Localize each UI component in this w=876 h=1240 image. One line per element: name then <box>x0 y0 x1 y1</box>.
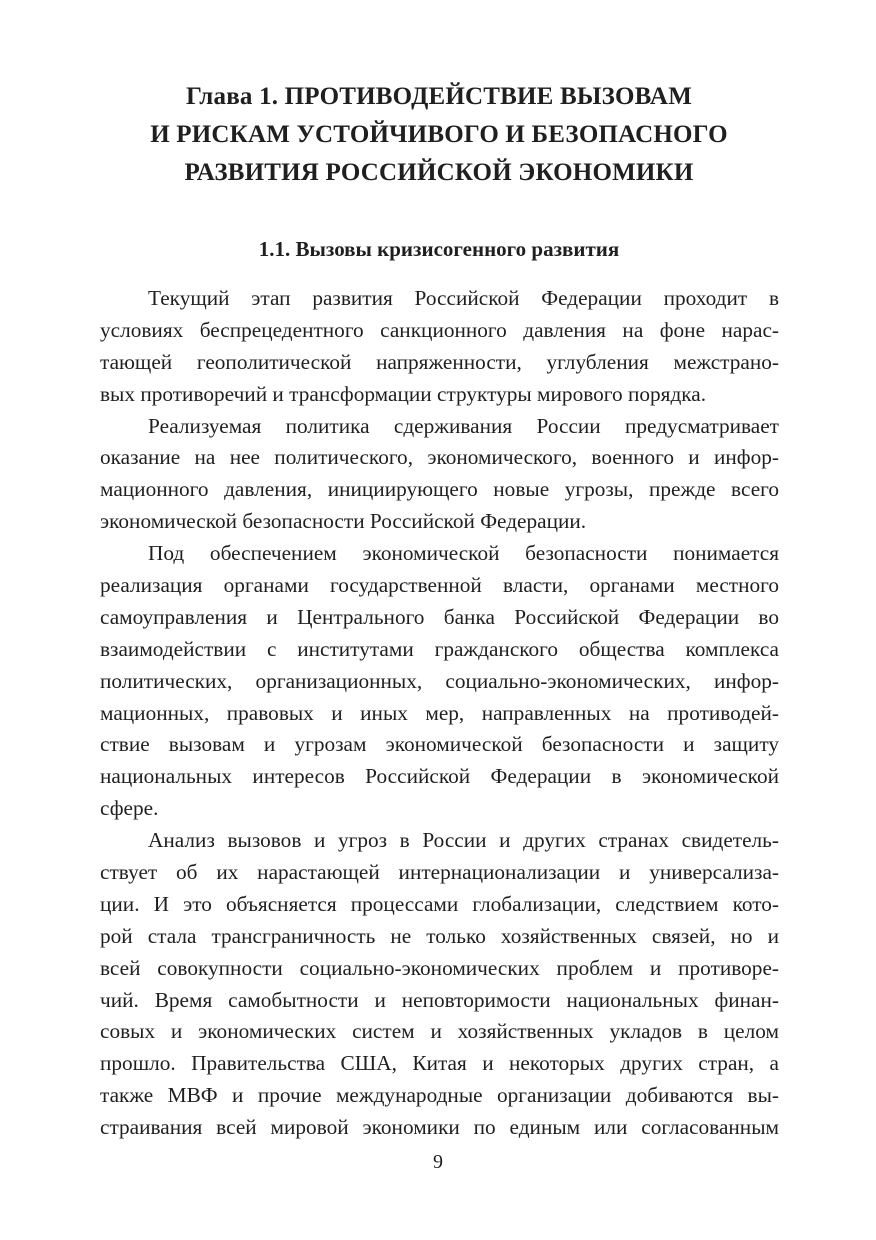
text-line: условиях беспрецедентного санкционного давления на фоне нарас- <box>100 317 779 342</box>
text-line: всей совокупности социально-экономических проблем и противоре- <box>100 955 779 980</box>
text-line: взаимодействии с институтами гражданского общества комплекса <box>100 636 779 661</box>
text-line: национальных интересов Российской Федерации в экономической <box>100 764 779 789</box>
text-line: вых противоречий и трансформации структуры мирового порядка. <box>100 381 707 406</box>
text-line: Под обеспечением экономической безопасности понимается <box>148 541 779 566</box>
text-line: мационного давления, инициирующего новые угрозы, прежде всего <box>100 477 779 502</box>
chapter-title-line: Глава 1. ПРОТИВОДЕЙСТВИЕ ВЫЗОВАМ <box>186 83 692 110</box>
text-line: политических, организационных, социально-экономических, инфор- <box>100 668 779 693</box>
text-line: сфере. <box>100 796 159 821</box>
page-number: 9 <box>433 1151 443 1173</box>
text-line: Реализуемая политика сдерживания России предусматривает <box>148 413 779 438</box>
text-line: ствует об их нарастающей интернационализации и универсализа- <box>100 860 779 885</box>
text-line: также МВФ и прочие международные организации добиваются вы- <box>100 1083 779 1108</box>
text-line: чий. Время самобытности и неповторимости национальных финан- <box>100 987 779 1012</box>
text-line: мационных, правовых и иных мер, направленных на противодей- <box>100 700 779 725</box>
text-line: Текущий этап развития Российской Федерации проходит в <box>148 286 779 310</box>
text-line: рой стала трансграничность не только хозяйственных связей, но и <box>100 923 779 948</box>
text-line: экономической безопасности Российской Федерации. <box>100 509 587 534</box>
text-line: страивания всей мировой экономики по единым или согласованным <box>100 1115 779 1140</box>
text-line: самоуправления и Центрального банка Российской Федерации во <box>100 604 779 629</box>
text-line: ствие вызовам и угрозам экономической безопасности и защиту <box>100 732 779 757</box>
text-line: прошло. Правительства США, Китая и некоторых других стран, а <box>100 1051 779 1076</box>
text-line: реализация органами государственной власти, органами местного <box>100 573 779 598</box>
text-line: ции. И это объясняется процессами глобализации, следствием кото- <box>100 891 779 916</box>
chapter-title-line: РАЗВИТИЯ РОССИЙСКОЙ ЭКОНОМИКИ <box>184 159 694 186</box>
text-line: тающей геополитической напряженности, углубления межстрано- <box>100 349 779 374</box>
chapter-title-line: И РИСКАМ УСТОЙЧИВОГО И БЕЗОПАСНОГО <box>150 121 728 148</box>
body-text <box>100 283 779 1144</box>
text-line: Анализ вызовов и угроз в России и других странах свидетель- <box>148 828 779 853</box>
text-line: оказание на нее политического, экономического, военного и инфор- <box>100 445 779 470</box>
section-title: 1.1. Вызовы кризисогенного развития <box>258 237 620 261</box>
text-line: совых и экономических систем и хозяйственных укладов в целом <box>100 1019 779 1044</box>
chapter-title <box>100 78 778 192</box>
